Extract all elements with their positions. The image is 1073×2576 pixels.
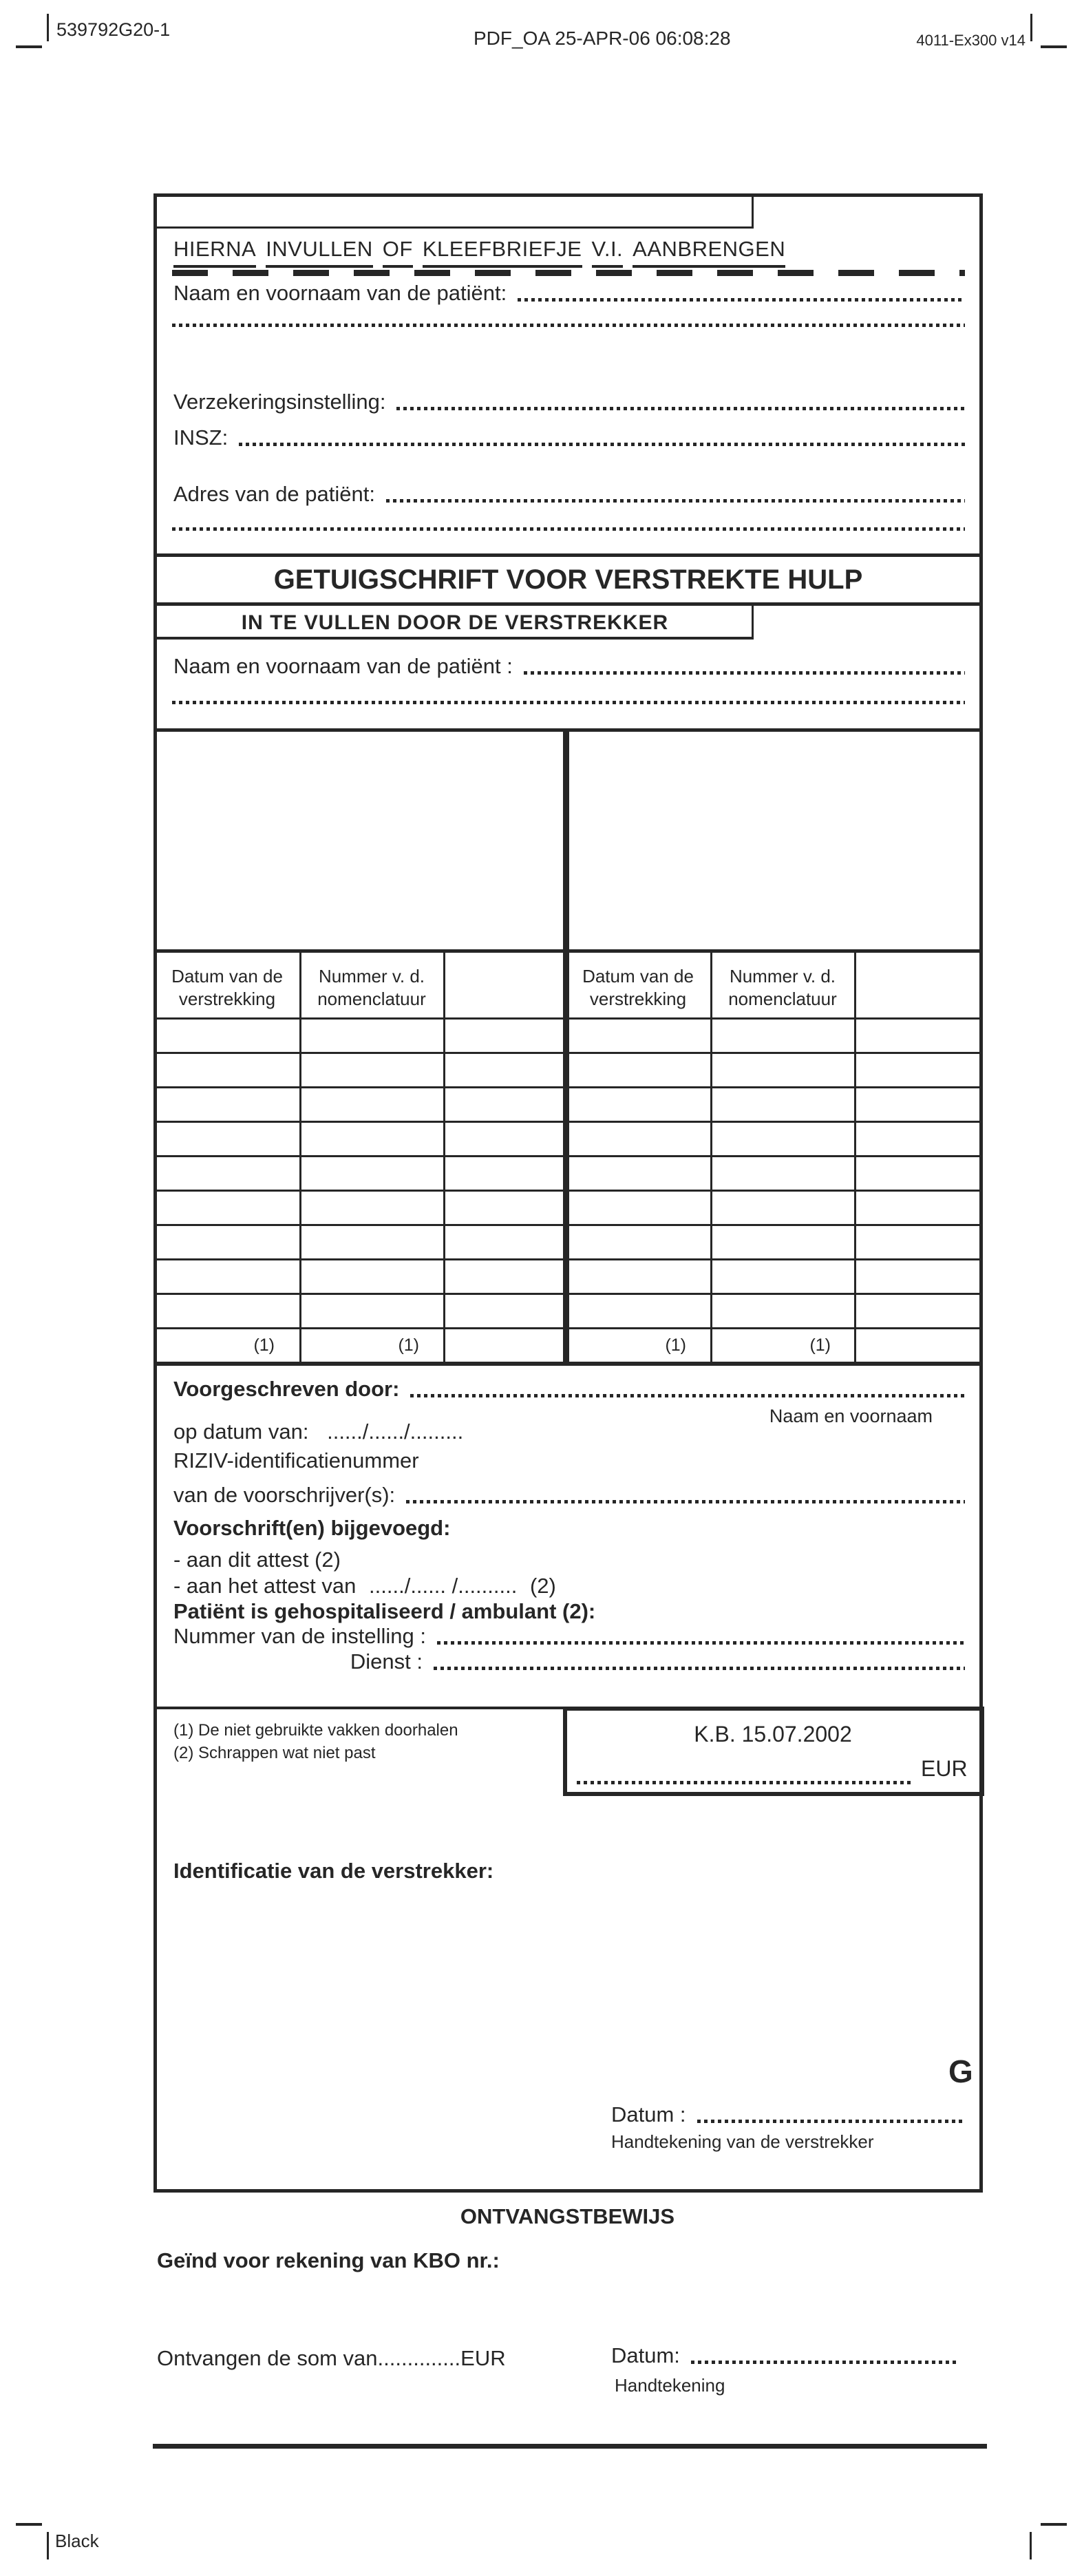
insz-input-line[interactable]: [239, 443, 965, 446]
institution-number-input-line[interactable]: [437, 1641, 965, 1645]
attachment-option-1: - aan dit attest (2): [173, 1548, 341, 1572]
tariff-box: [563, 1707, 984, 1796]
prescription-date-input[interactable]: ....../....../.........: [327, 1419, 464, 1444]
table-top-line: [153, 949, 983, 953]
service-label: Dienst :: [350, 1649, 423, 1674]
table-row-line: [153, 1121, 983, 1123]
attachment-option-2-suffix: (2): [529, 1574, 556, 1598]
plate-color-label: Black: [55, 2531, 99, 2551]
patient-name-row-provider: [173, 654, 965, 679]
table-column-line: [854, 949, 856, 1366]
prescription-date-row: [173, 1419, 463, 1444]
footnote-2: (2) Schrappen wat niet past: [173, 1744, 376, 1762]
prescription-date-label: op datum van:: [173, 1419, 309, 1444]
patient-name-label: Naam en voornaam van de patiënt:: [173, 281, 507, 305]
services-center-divider: [563, 728, 569, 1366]
tariff-amount-input-line[interactable]: [577, 1781, 914, 1784]
institution-number-row: [173, 1624, 965, 1649]
address-input-line-2[interactable]: [172, 527, 965, 531]
receipt-kbo-label: Geïnd voor rekening van KBO nr.:: [157, 2248, 500, 2272]
attachment-option-2-date-input[interactable]: ....../...... /..........: [369, 1574, 518, 1598]
provider-signature-label: Handtekening van de verstrekker: [611, 2131, 874, 2152]
receipt-date-input-line[interactable]: [691, 2361, 957, 2364]
provider-date-input-line[interactable]: [697, 2120, 964, 2123]
footnote-marker-cell: (1): [665, 1335, 686, 1355]
tariff-decree: K.B. 15.07.2002: [694, 1722, 852, 1746]
instruction-word: V.I.: [592, 237, 624, 268]
table-row-line: [153, 1224, 983, 1226]
reg-dash-bottom-left: [16, 2523, 42, 2526]
table-column-line: [443, 949, 445, 1366]
address-label: Adres van de patiënt:: [173, 482, 375, 506]
sticker-strip-bottom-line: [157, 226, 753, 229]
insz-label: INSZ:: [173, 425, 229, 450]
provider-identification-label: Identificatie van de verstrekker:: [173, 1859, 494, 1883]
plate-id: 539792G20-1: [56, 19, 171, 40]
reg-dash-top-right: [1041, 45, 1067, 48]
prescribed-by-label: Voorgeschreven door:: [173, 1377, 400, 1401]
riziv-label-line1: RIZIV-identificatienummer: [173, 1448, 419, 1472]
table-header-date-right: Datum van de verstrekking: [582, 966, 694, 1010]
patient-name-input-line-2[interactable]: [172, 324, 965, 327]
reg-dash-bottom-right: [1041, 2523, 1067, 2526]
insurer-label: Verzekeringsinstelling:: [173, 390, 386, 414]
certificate-title: GETUIGSCHRIFT VOOR VERSTREKTE HULP: [273, 564, 863, 595]
instruction-word: AANBRENGEN: [633, 237, 785, 268]
instruction-word: HIERNA: [173, 237, 256, 268]
sticker-strip-right-line: [752, 197, 754, 229]
attachments-label: Voorschrift(en) bijgevoegd:: [173, 1516, 451, 1540]
instruction-word: KLEEFBRIEFJE: [423, 237, 582, 268]
address-input-line[interactable]: [386, 499, 965, 503]
footnote-1: (1) De niet gebruikte vakken doorhalen: [173, 1721, 458, 1740]
table-row-line: [153, 1258, 983, 1260]
table-header-date-left: Datum van de verstrekking: [171, 966, 283, 1010]
patient-name-provider-input-line[interactable]: [524, 671, 965, 675]
footnote-marker-cell: (1): [253, 1335, 275, 1355]
riziv-label-line2: van de voorschrijver(s):: [173, 1483, 396, 1507]
riziv-row: [173, 1483, 965, 1508]
instruction-word: INVULLEN: [266, 237, 373, 268]
bottom-rule: [153, 2444, 987, 2449]
service-row: [173, 1649, 965, 1674]
receipt-date-label: Datum:: [611, 2343, 680, 2367]
address-row: [173, 482, 965, 507]
footnote-marker-cell: (1): [398, 1335, 419, 1355]
attachment-option-2-prefix: - aan het attest van: [173, 1574, 357, 1598]
table-bottom-line: [153, 1362, 983, 1366]
receipt-amount-input[interactable]: ..............: [377, 2346, 461, 2370]
reg-dash-top-left: [16, 45, 42, 48]
subtitle-strip-bottom-line: [157, 637, 753, 640]
patient-name-row: [173, 281, 965, 306]
prescribed-by-row: [173, 1377, 965, 1402]
hospitalised-label: Patiënt is gehospitaliseerd / ambulant (2):: [173, 1599, 596, 1623]
print-info: PDF_OA 25-APR-06 06:08:28: [474, 28, 731, 49]
table-row-line: [153, 1155, 983, 1157]
insurer-input-line[interactable]: [396, 407, 965, 410]
receipt-amount-row: [157, 2346, 506, 2371]
form-version: 4011-Ex300 v14: [916, 32, 1026, 49]
instruction-word: OF: [383, 237, 413, 268]
prescriber-name-hint: Naam en voornaam: [769, 1406, 933, 1426]
receipt-currency: EUR: [460, 2346, 506, 2370]
table-row-line: [153, 1052, 983, 1054]
attachment-option-2: [173, 1574, 556, 1598]
riziv-input-line[interactable]: [406, 1500, 965, 1503]
table-row-line: [153, 1293, 983, 1295]
patient-name-provider-input-line-2[interactable]: [172, 701, 965, 704]
receipt-amount-prefix: Ontvangen de som van: [157, 2346, 378, 2370]
g-marker: G: [948, 2054, 973, 2089]
patient-name-label-provider: Naam en voornaam van de patiënt :: [173, 654, 513, 678]
table-column-line: [710, 949, 712, 1366]
table-row-line: [153, 1086, 983, 1088]
table-header-code-right: Nummer v. d. nomenclatuur: [728, 966, 837, 1010]
insz-row: [173, 425, 965, 450]
table-header-bottom-line: [153, 1017, 983, 1020]
reg-tick-top-left: [47, 14, 49, 41]
sticker-instruction: [173, 237, 785, 268]
institution-number-label: Nummer van de instelling :: [173, 1624, 426, 1648]
footnote-marker-cell: (1): [809, 1335, 831, 1355]
patient-name-input-line[interactable]: [518, 298, 965, 302]
receipt-date-row: [611, 2343, 957, 2368]
cut-dash-rule: [172, 270, 965, 276]
provider-date-row: [611, 2102, 964, 2127]
provider-date-label: Datum :: [611, 2102, 686, 2126]
table-header-code-left: Nummer v. d. nomenclatuur: [317, 966, 426, 1010]
reg-tick-bottom-right: [1030, 2532, 1032, 2559]
table-column-line: [299, 949, 301, 1366]
prescribed-by-input-line[interactable]: [410, 1394, 965, 1397]
table-row-line: [153, 1327, 983, 1329]
receipt-title: ONTVANGSTBEWIJS: [460, 2204, 675, 2228]
reg-tick-top-right: [1030, 14, 1032, 41]
service-input-line[interactable]: [434, 1667, 965, 1670]
insurer-row: [173, 390, 965, 414]
tariff-currency: EUR: [921, 1756, 968, 1781]
receipt-signature-label: Handtekening: [615, 2375, 725, 2396]
table-row-line: [153, 1190, 983, 1192]
reg-tick-bottom-left: [47, 2532, 49, 2559]
certificate-title-box: [153, 553, 983, 606]
certificate-subtitle: IN TE VULLEN DOOR DE VERSTREKKER: [241, 611, 669, 634]
